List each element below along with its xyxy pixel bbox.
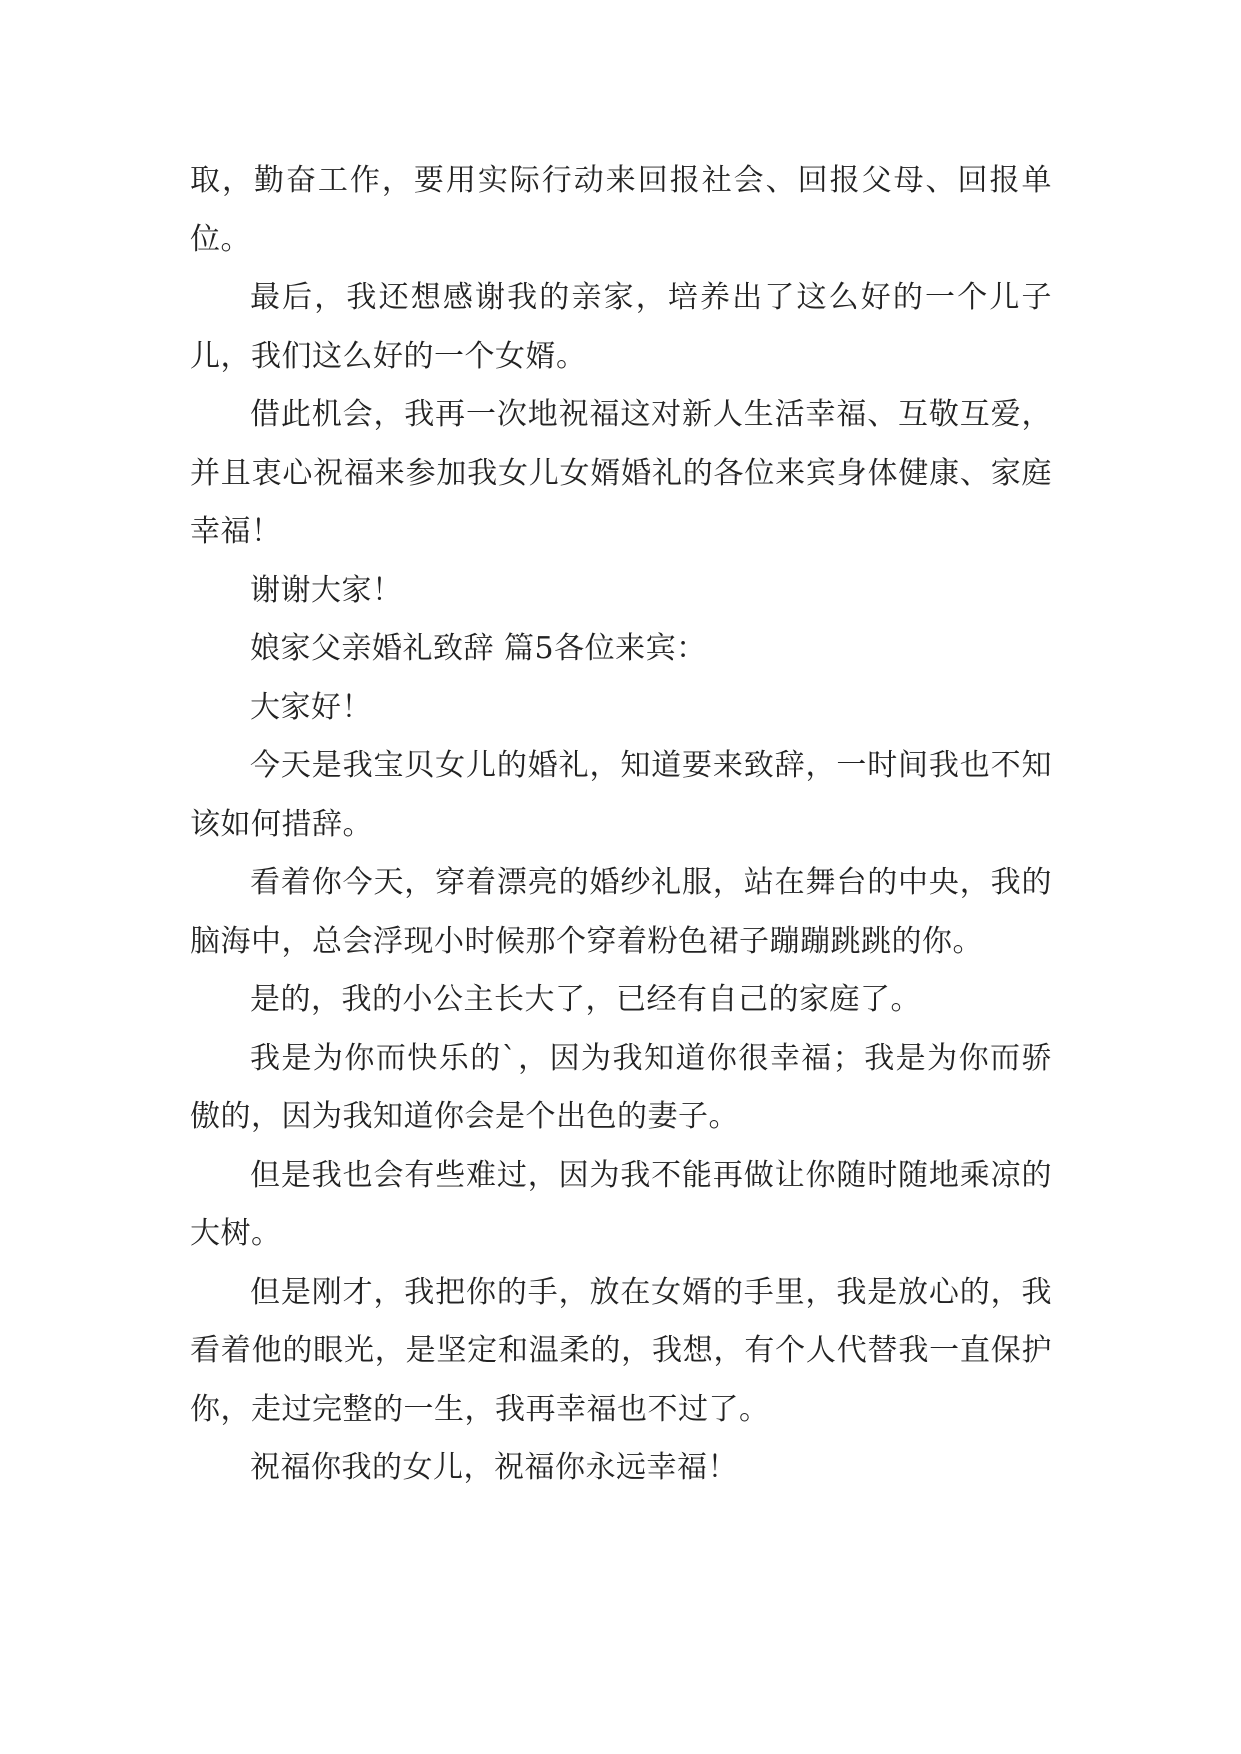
section-heading-line: 娘家父亲婚礼致辞 篇5各位来宾： (250, 631, 707, 666)
paragraph: 借此机会，我再一次地祝福这对新人生活幸福、互敬互爱，并且衷心祝福来参加我女儿女婿婚礼的各位来宾身体健康、家庭幸福！ (190, 397, 1052, 549)
paragraph: 我是为你而快乐的`，因为我知道你很幸福；我是为你而骄傲的，因为我知道你会是个出色的妻子。 (190, 1040, 1052, 1134)
paragraph: 谢谢大家！ (250, 572, 403, 608)
paragraph: 大家好！ (250, 689, 372, 725)
paragraph: 今天是我宝贝女儿的婚礼，知道要来致辞，一时间我也不知该如何措辞。 (190, 748, 1052, 842)
paragraph: 取，勤奋工作，要用实际行动来回报社会、回报父母、回报单位。 (190, 163, 1052, 257)
paragraph: 最后，我还想感谢我的亲家，培养出了这么好的一个儿子儿，我们这么好的一个女婿。 (190, 280, 1052, 374)
paragraph: 但是我也会有些难过，因为我不能再做让你随时随地乘凉的大树。 (190, 1157, 1052, 1251)
paragraph: 祝福你我的女儿，祝福你永远幸福！ (250, 1450, 738, 1485)
paragraph: 是的，我的小公主长大了，已经有自己的家庭了。 (250, 982, 921, 1017)
document-body (190, 152, 1052, 1498)
paragraph: 但是刚才，我把你的手，放在女婿的手里，我是放心的，我看着他的眼光，是坚定和温柔的，我想，有个人代替我一直保护你，走过完整的一生，我再幸福也不过了。 (190, 1274, 1052, 1427)
paragraph: 看着你今天，穿着漂亮的婚纱礼服，站在舞台的中央，我的脑海中，总会浮现小时候那个穿着粉色裙子蹦蹦跳跳的你。 (190, 865, 1052, 959)
